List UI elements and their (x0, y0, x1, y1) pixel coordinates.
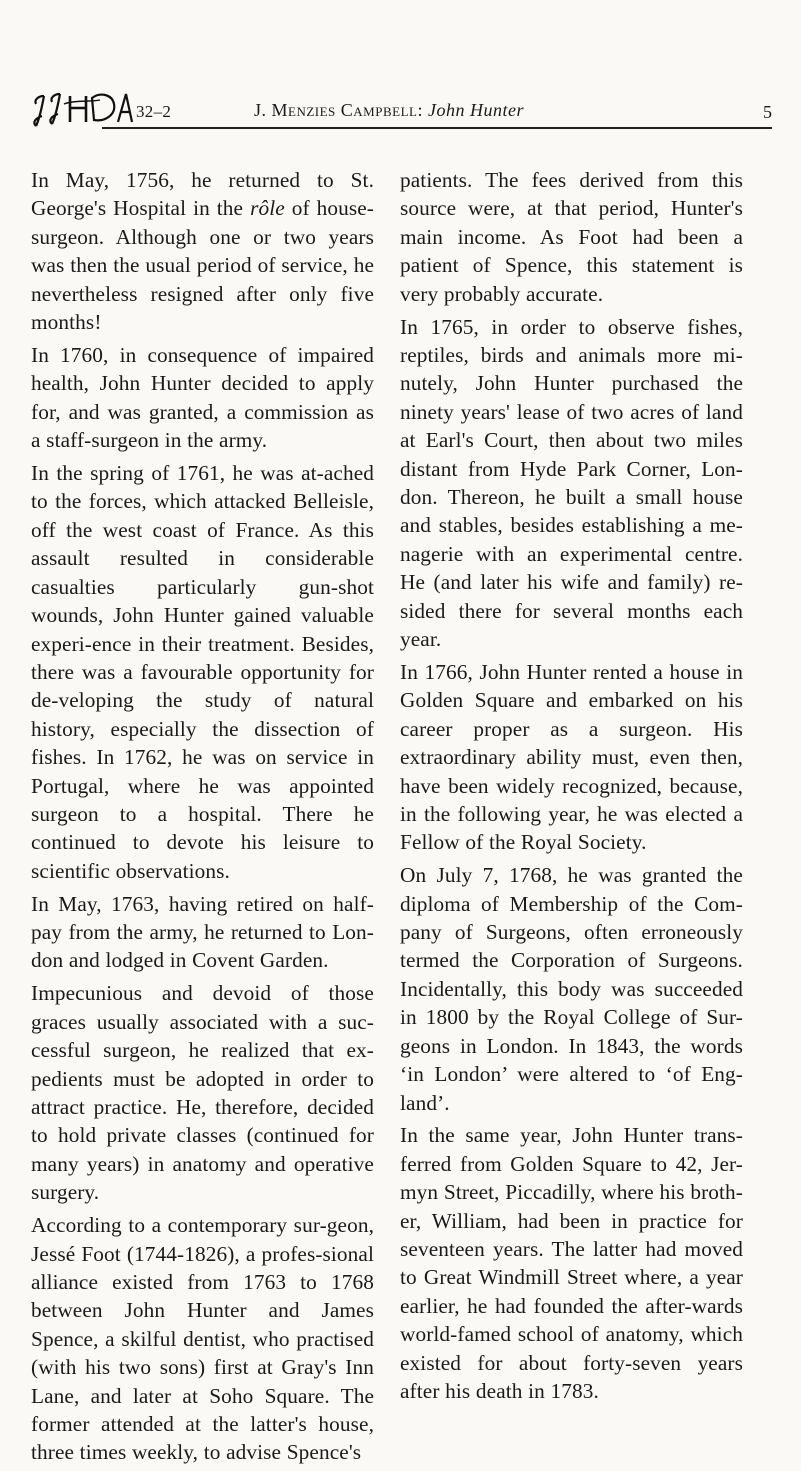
paragraph-italic-text: rôle (250, 196, 285, 221)
paragraph: In the same year, John Hunter trans-ferred from Golden Square to 42, Jer-myn Street, Piccadilly, where his broth-er, William, had been in practice for seventeen years. The latter had moved to Great Windmill Street where, a year earlier, he had founded the after-wards world-famed school of anatomy, which existed for about forty-seven years after his death in 1783. (400, 1123, 743, 1404)
left-column (31, 166, 374, 1471)
paragraph-text: of house-surgeon. Although one or two years was then the usual period of service, he nevertheless resigned after only five months! (31, 196, 374, 335)
paragraph: In the spring of 1761, he was at-ached to the forces, which attacked Belleisle, off the west coast of France. As this assault resulted in considerable casualties particularly gun-shot wounds, John Hunter gained valuable experi-ence in their treatment. Besides, there was a favourable opportunity for de-veloping the study of natural history, especially the dissection of fishes. In 1762, he was on service in Portugal, where he was appointed surgeon to a hospital. There he continued to devote his leisure to scientific observations. (31, 461, 374, 883)
running-head (254, 100, 524, 121)
paragraph: According to a contemporary sur-geon, Jessé Foot (1744-1826), a profes-sional alliance existed from 1763 to 1768 between John Hunter and James Spence, a skilful dentist, who practised (with his two sons) first at Gray's Inn Lane, and later at Soho Square. The former attended at the latter's house, three times weekly, to advise Spence's (31, 1213, 374, 1465)
paragraph: In 1766, John Hunter rented a house in Golden Square and embarked on his career proper as a surgeon. His extraordinary ability must, even then, have been widely recognized, because, in the following year, he was elected a Fellow of the Royal Society. (400, 659, 743, 855)
paragraph: On July 7, 1768, he was granted the diploma of Membership of the Com-pany of Surgeons, often erroneously termed the Corporation of Surgeons. Incidentally, this body was succeeded in 1800 by the Royal College of Sur-geons in London. In 1843, the words ‘in London’ were altered to ‘of Eng-land’. (400, 863, 743, 1115)
header-rule (102, 127, 772, 129)
paragraph: Impecunious and devoid of those graces usually associated with a suc-cessful surgeon, he realized that ex-pedients must be adopted in order to attract practice. He, therefore, decided to hold private classes (continued for many years) in anatomy and operative surgery. (31, 981, 374, 1205)
right-column (400, 166, 743, 1410)
page-header (30, 80, 772, 126)
paragraph (31, 166, 374, 336)
page-code: 32–2 (136, 102, 172, 121)
running-head-author: J. Menzies Campbell: (254, 100, 423, 120)
paragraph-text: In May, 1756, he returned to St. George's Hospital in the (31, 168, 374, 221)
paragraph: patients. The fees derived from this source were, at that period, Hunter's main income. As Foot had been a patient of Spence, this statement is very probably accurate. (400, 168, 743, 306)
paragraph: In 1765, in order to observe fishes, reptiles, birds and animals more mi-nutely, John Hunter purchased the ninety years' lease of two acres of land at Earl's Court, then about two miles distant from Hyde Park Corner, Lon-don. Thereon, he built a small house and stables, besides establishing a me-nagerie with an experimental centre. He (and later his wife and family) re-sided there for several months each year. (400, 314, 743, 651)
paragraph: In 1760, in consequence of impaired health, John Hunter decided to apply for, and was granted, a commission as a staff-surgeon in the army. (31, 342, 374, 453)
running-head-title: John Hunter (427, 100, 524, 120)
paragraph: In May, 1763, having retired on half-pay from the army, he returned to Lon-don and lodged in Covent Garden. (31, 891, 374, 973)
page-number: 5 (763, 102, 772, 122)
journal-logo (30, 88, 134, 128)
